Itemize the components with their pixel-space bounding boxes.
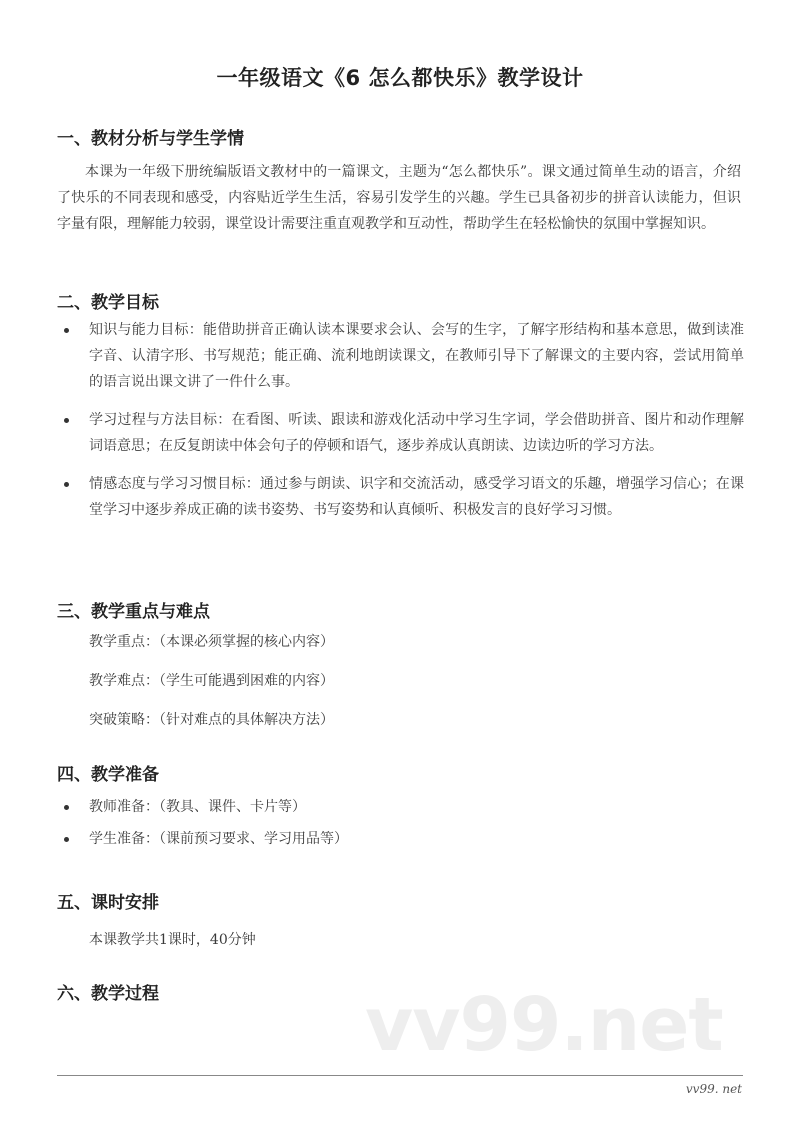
footer-site-label: vv99. net	[685, 1082, 742, 1096]
list-item	[60, 407, 744, 459]
list-item-text: 教师准备：（教具、课件、卡片等）	[89, 799, 306, 815]
preparation-list	[60, 794, 744, 864]
bullet-icon	[64, 837, 69, 842]
section-heading-key-points: 三、教学重点与难点	[57, 602, 210, 622]
schedule-line: 本课教学共1课时，40分钟	[89, 932, 256, 948]
list-item-text: 学习过程与方法目标：在看图、听读、跟读和游戏化活动中学习生字词，学会借助拼音、图片和动作理解词语意思；在反复朗读中体会句子的停顿和语气，逐步养成认真朗读、边读边听的学习方法。	[89, 412, 744, 454]
strategy-line: 突破策略：（针对难点的具体解决方法）	[89, 712, 334, 728]
section-heading-textbook-analysis: 一、教材分析与学生学情	[57, 129, 244, 149]
footer-divider	[57, 1075, 743, 1076]
difficulty-line: 教学难点：（学生可能遇到困难的内容）	[89, 673, 334, 689]
bullet-icon	[64, 482, 69, 487]
section-heading-preparation: 四、教学准备	[57, 765, 159, 785]
section-heading-teaching-process: 六、教学过程	[57, 984, 159, 1004]
list-item	[60, 471, 744, 523]
list-item-text: 学生准备：（课前预习要求、学习用品等）	[89, 831, 348, 847]
bullet-icon	[64, 418, 69, 423]
list-item	[60, 826, 744, 852]
teaching-goals-list	[60, 317, 744, 535]
list-item	[60, 794, 744, 820]
list-item-text: 情感态度与学习习惯目标：通过参与朗读、识字和交流活动，感受学习语文的乐趣，增强学习信心；在课堂学习中逐步养成正确的读书姿势、书写姿势和认真倾听、积极发言的良好学习习惯。	[89, 476, 744, 518]
document-title: 一年级语文《6 怎么都快乐》教学设计	[216, 66, 584, 90]
bullet-icon	[64, 805, 69, 810]
section-heading-schedule: 五、课时安排	[57, 893, 159, 913]
section-paragraph-textbook-analysis: 本课为一年级下册统编版语文教材中的一篇课文，主题为“怎么都快乐”。课文通过简单生动的语言，介绍了快乐的不同表现和感受，内容贴近学生生活，容易引发学生的兴趣。学生已具备初步的拼音认读能力，但识字量有限，理解能力较弱，课堂设计需要注重直观教学和互动性，帮助学生在轻松愉快的氛围中掌握知识。	[57, 164, 741, 232]
watermark: vv99.net	[365, 982, 723, 1068]
section-heading-teaching-goals: 二、教学目标	[57, 293, 159, 313]
key-point-line: 教学重点：（本课必须掌握的核心内容）	[89, 634, 334, 650]
bullet-icon	[64, 328, 69, 333]
list-item-text: 知识与能力目标：能借助拼音正确认读本课要求会认、会写的生字，了解字形结构和基本意思，做到读准字音、认清字形、书写规范；能正确、流利地朗读课文，在教师引导下了解课文的主要内容，尝试用简单的语言说出课文讲了一件什么事。	[89, 322, 744, 390]
list-item	[60, 317, 744, 395]
